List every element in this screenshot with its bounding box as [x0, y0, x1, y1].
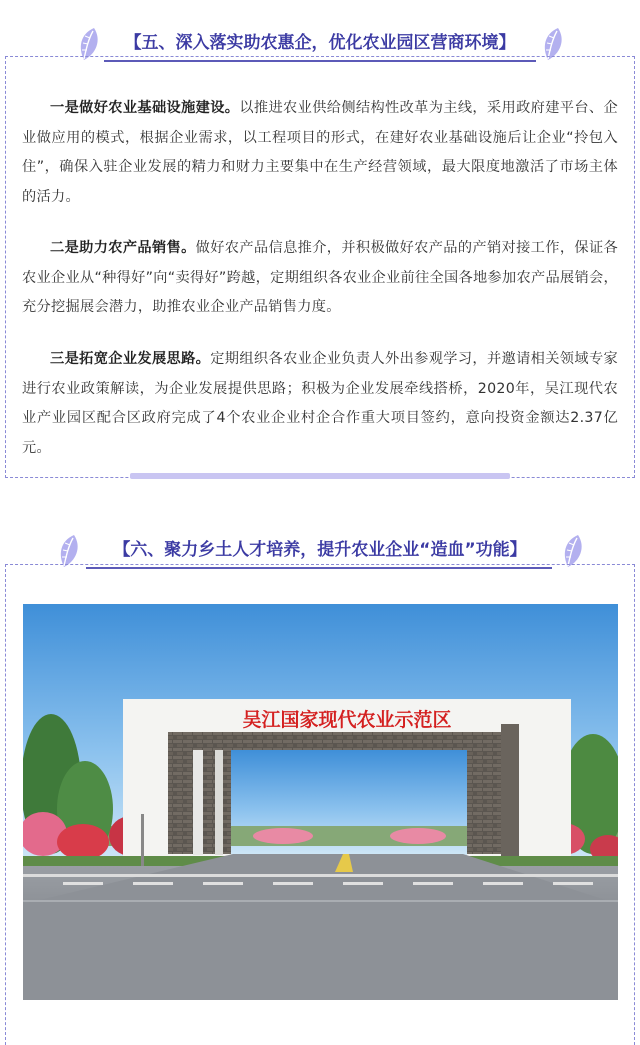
paragraph-1-body: 以推进农业供给侧结构性改革为主线，采用政府建平台、企业做应用的模式，根据企业需求，以工程项目的形式，在建好农业基础设施后让企业“拎包入住”，确保入驻企业发展的精力和财力主要集中在生产经营领域，最大限度地激活了市场主体的活力。 — [22, 100, 618, 205]
paragraph-1-lead: 一是做好农业基础设施建设。 — [50, 100, 240, 116]
section5-paragraph-1 — [22, 94, 618, 212]
section5-paragraph-2 — [22, 234, 618, 323]
paragraph-3-body: 定期组织各农业企业负责人外出参观学习，并邀请相关领域专家进行农业政策解读，为企业发展提供思路；积极为企业发展牵线搭桥，2020年，吴江现代农业产业园区配合区政府完成了4个农业企业村企合作重大项目签约，意向投资金额达2.37亿元。 — [22, 351, 618, 456]
paragraph-2-body: 做好农产品信息推介，并积极做好农产品的产销对接工作，保证各农业企业从“种得好”向“卖得好”跨越，定期组织各农业企业前往全国各地参加农产品展销会，充分挖掘展会潜力，助推农业企业产品销售力度。 — [22, 240, 618, 315]
section5-bottom-bar — [130, 473, 510, 479]
paragraph-2-lead: 二是助力农产品销售。 — [50, 240, 196, 256]
section6-heading-text: 【六、聚力乡土人才培养，提升农业企业“造血”功能】 — [113, 540, 527, 560]
gate-photo — [23, 604, 618, 1000]
section5-heading-text: 【五、深入落实助农惠企，优化农业园区营商环境】 — [124, 33, 516, 53]
section5-paragraph-3 — [22, 345, 618, 463]
gate-sign-text: 吴江国家现代农业示范区 — [242, 709, 452, 731]
paragraph-3-lead: 三是拓宽企业发展思路。 — [50, 351, 211, 367]
